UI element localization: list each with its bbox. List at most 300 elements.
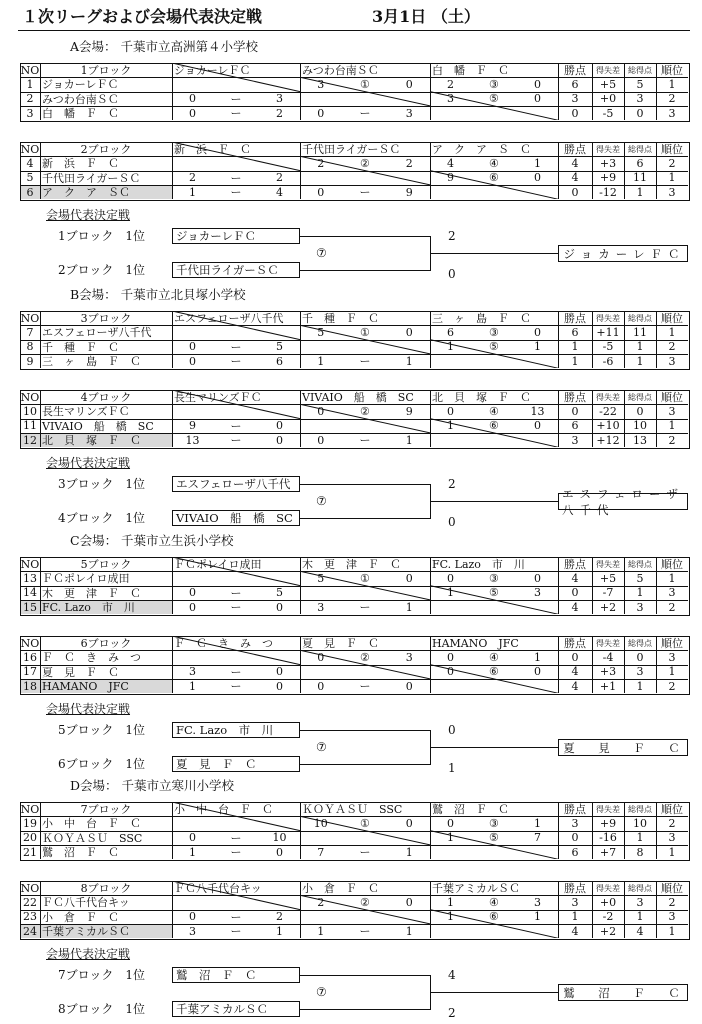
header-goal-diff: 得失差 — [596, 883, 620, 893]
team-goals-for: 11 — [633, 171, 647, 185]
score-home: 0 — [188, 354, 196, 368]
team-points: 3 — [571, 816, 579, 830]
match-mark: ー — [359, 186, 371, 200]
header-team-name: 鷲 沼 Ｆ Ｃ — [432, 803, 509, 817]
score-away: 0 — [534, 171, 542, 185]
match-mark: ー — [230, 586, 242, 600]
team-goal-diff: -4 — [602, 650, 614, 664]
score-home: 0 — [317, 185, 325, 199]
match-mark: ⑤ — [489, 92, 499, 106]
score-home: 2 — [446, 77, 454, 91]
team-points: 0 — [571, 106, 579, 120]
team-name: ジョカーレＦＣ — [42, 78, 119, 92]
final-match-number: ⑦ — [316, 740, 327, 754]
team-goal-diff: -6 — [602, 354, 614, 368]
team-goal-diff: +0 — [599, 895, 617, 909]
header-team-name: ジョカーレＦＣ — [174, 64, 251, 78]
match-mark: ー — [230, 355, 242, 369]
team-goal-diff: +9 — [599, 171, 617, 185]
team-name: 夏 見 Ｆ Ｃ — [42, 665, 119, 679]
team-goal-diff: +2 — [599, 924, 617, 938]
block-name: 7ブロック — [80, 803, 132, 817]
team-rank: 1 — [668, 325, 676, 339]
header-team-name: 三 ヶ 島 Ｆ Ｃ — [432, 312, 531, 326]
score-away: 0 — [276, 665, 284, 679]
score-home: 0 — [317, 404, 325, 418]
final-block2-label: 6ブロック 1位 — [58, 757, 146, 771]
header-no: NO — [20, 311, 40, 325]
team-rank: 3 — [668, 831, 676, 845]
team-points: 4 — [571, 665, 579, 679]
header-points: 勝点 — [564, 637, 586, 651]
team-goal-diff: +5 — [599, 571, 617, 585]
team-number: 1 — [26, 77, 34, 91]
score-home: 13 — [185, 433, 200, 447]
score-home: 0 — [446, 404, 454, 418]
score-away: 0 — [276, 845, 284, 859]
score-home: 3 — [188, 665, 196, 679]
team-name: 白 幡 Ｆ Ｃ — [42, 107, 119, 121]
team-points: 4 — [571, 571, 579, 585]
final-match-number: ⑦ — [316, 985, 327, 999]
team-goals-for: 3 — [636, 895, 644, 909]
bracket-line — [300, 484, 430, 485]
team-points: 0 — [571, 586, 579, 600]
score-home: 0 — [317, 106, 325, 120]
team-goal-diff: +7 — [599, 845, 617, 859]
header-rank: 順位 — [661, 64, 683, 78]
team-number: 16 — [23, 650, 37, 664]
header-rank: 順位 — [661, 803, 683, 817]
header-goals-for: 総得点 — [628, 392, 652, 402]
team-rank: 2 — [668, 679, 676, 693]
team-number: 14 — [23, 586, 37, 600]
final-team1-box: FC. Lazo 市 川 — [172, 722, 300, 738]
bracket-line — [300, 764, 430, 765]
match-mark: ー — [230, 831, 242, 845]
score-home: 1 — [446, 419, 454, 433]
team-number: 11 — [23, 419, 37, 433]
header-rank: 順位 — [661, 312, 683, 326]
match-mark: ② — [360, 156, 370, 170]
team-name: 新 浜 Ｆ Ｃ — [42, 157, 119, 171]
header-no: NO — [20, 557, 40, 571]
team-name: HAMANO JFC — [42, 680, 129, 694]
bracket-line — [430, 501, 558, 502]
team-number: 18 — [23, 679, 37, 693]
score-away: 3 — [276, 92, 284, 106]
team-goal-diff: -16 — [599, 831, 617, 845]
bracket-line — [300, 1009, 430, 1010]
team-number: 23 — [23, 910, 37, 924]
team-name: ＦＣ八千代台キッ — [42, 896, 130, 910]
team-goals-for: 5 — [636, 571, 644, 585]
score-away: 2 — [405, 156, 413, 170]
team-goal-diff: +3 — [599, 156, 617, 170]
header-team-name: 北 貝 塚 Ｆ Ｃ — [432, 391, 531, 405]
team-number: 5 — [26, 171, 34, 185]
score-home: 0 — [446, 665, 454, 679]
team-number: 24 — [23, 924, 37, 938]
team-number: 2 — [26, 92, 34, 106]
team-goal-diff: +3 — [599, 665, 617, 679]
team-rank: 2 — [668, 340, 676, 354]
team-goals-for: 1 — [636, 340, 644, 354]
match-mark: ④ — [489, 404, 499, 418]
score-away: 1 — [534, 340, 542, 354]
team-goals-for: 0 — [636, 106, 644, 120]
score-home: 1 — [446, 831, 454, 845]
team-name: 千 種 Ｆ Ｃ — [42, 340, 119, 354]
header-team-name: 夏 見 Ｆ Ｃ — [302, 637, 379, 651]
score-away: 10 — [272, 831, 287, 845]
score-home: 3 — [317, 600, 325, 614]
team-name: ＫＯＹＡＳＵ SSC — [42, 831, 143, 845]
block-name: 1ブロック — [80, 64, 132, 78]
match-mark: ー — [230, 925, 242, 939]
final-score1: 2 — [448, 477, 456, 491]
team-points: 6 — [571, 325, 579, 339]
team-goal-diff: +5 — [599, 77, 617, 91]
match-mark: ① — [360, 816, 370, 830]
team-points: 6 — [571, 845, 579, 859]
header-team-name: エスフェローザ八千代 — [174, 312, 284, 326]
score-away: 1 — [405, 433, 413, 447]
team-rank: 3 — [668, 650, 676, 664]
team-number: 20 — [23, 831, 37, 845]
team-number: 19 — [23, 816, 37, 830]
team-number: 15 — [23, 600, 37, 614]
team-points: 0 — [571, 185, 579, 199]
team-goals-for: 8 — [636, 845, 644, 859]
team-name: ＦＣポレイロ成田 — [42, 572, 130, 586]
header-no: NO — [20, 142, 40, 156]
team-goal-diff: +11 — [596, 325, 620, 339]
header-team-name: 新 浜 Ｆ Ｃ — [174, 143, 251, 157]
score-home: 0 — [188, 92, 196, 106]
score-home: 7 — [317, 845, 325, 859]
team-rank: 1 — [668, 571, 676, 585]
final-score2: 0 — [448, 515, 456, 529]
score-home: 5 — [317, 325, 325, 339]
header-team-name: みつわ台南ＳＣ — [302, 64, 379, 78]
block-name: 2ブロック — [80, 143, 132, 157]
team-points: 6 — [571, 77, 579, 91]
team-number: 7 — [26, 325, 34, 339]
match-mark: ー — [230, 186, 242, 200]
team-goals-for: 3 — [636, 92, 644, 106]
score-away: 0 — [276, 679, 284, 693]
header-no: NO — [20, 63, 40, 77]
final-block2-label: 4ブロック 1位 — [58, 511, 146, 525]
final-team2-box: 千葉アミカルＳＣ — [172, 1001, 300, 1017]
score-away: 1 — [405, 354, 413, 368]
team-rank: 1 — [668, 665, 676, 679]
header-team-name: 木 更 津 Ｆ Ｃ — [302, 558, 401, 572]
team-rank: 3 — [668, 185, 676, 199]
team-goals-for: 1 — [636, 910, 644, 924]
venue-title: B会場： 千葉市立北貝塚小学校 — [70, 287, 246, 302]
final-score1: 4 — [448, 968, 456, 982]
venue-title: A会場： 千葉市立高洲第４小学校 — [70, 39, 259, 54]
team-name: みつわ台南ＳＣ — [42, 92, 119, 106]
final-block1-label: 1ブロック 1位 — [58, 229, 146, 243]
team-number: 9 — [26, 354, 34, 368]
match-mark: ③ — [489, 571, 499, 585]
team-points: 0 — [571, 650, 579, 664]
team-name: ア ク ア ＳＣ — [42, 186, 130, 200]
header-no: NO — [20, 802, 40, 816]
header-goal-diff: 得失差 — [596, 65, 620, 75]
team-points: 3 — [571, 433, 579, 447]
match-mark: ⑤ — [489, 586, 499, 600]
team-points: 4 — [571, 171, 579, 185]
block-name: 6ブロック — [80, 637, 132, 651]
final-block2-label: 2ブロック 1位 — [58, 263, 146, 277]
match-mark: ⑥ — [489, 665, 499, 679]
match-mark: ー — [230, 434, 242, 448]
team-goal-diff: +9 — [599, 816, 617, 830]
final-winner-box: エスフェローザ八千代 — [558, 493, 688, 510]
match-mark: ⑥ — [489, 171, 499, 185]
team-goal-diff: +0 — [599, 92, 617, 106]
team-rank: 2 — [668, 895, 676, 909]
team-number: 17 — [23, 665, 37, 679]
score-away: 2 — [276, 171, 284, 185]
header-points: 勝点 — [564, 143, 586, 157]
match-mark: ー — [230, 910, 242, 924]
final-block1-label: 3ブロック 1位 — [58, 477, 146, 491]
match-mark: ④ — [489, 156, 499, 170]
final-winner-box: 鷲 沼 Ｆ Ｃ — [558, 984, 688, 1001]
score-away: 7 — [534, 831, 542, 845]
score-home: 2 — [317, 156, 325, 170]
header-team-name: ア ク ア Ｓ Ｃ — [432, 143, 531, 157]
team-rank: 1 — [668, 77, 676, 91]
team-goal-diff: -5 — [602, 340, 614, 354]
block-name: 5ブロック — [80, 558, 132, 572]
header-team-name: 千 種 Ｆ Ｃ — [302, 312, 379, 326]
team-number: 3 — [26, 106, 34, 120]
team-goal-diff: -22 — [599, 404, 617, 418]
header-team-name: 長生マリンズＦＣ — [174, 391, 262, 405]
score-away: 13 — [530, 404, 545, 418]
match-mark: ③ — [489, 816, 499, 830]
final-label: 会場代表決定戦 — [46, 456, 131, 470]
score-away: 1 — [534, 650, 542, 664]
score-away: 9 — [405, 185, 413, 199]
team-goals-for: 13 — [633, 433, 647, 447]
team-goals-for: 1 — [636, 354, 644, 368]
score-home: 2 — [317, 895, 325, 909]
score-home: 1 — [446, 895, 454, 909]
match-mark: ② — [360, 895, 370, 909]
score-away: 0 — [276, 600, 284, 614]
final-label: 会場代表決定戦 — [46, 702, 131, 716]
score-home: 9 — [188, 419, 196, 433]
score-home: 0 — [188, 910, 196, 924]
team-goals-for: 0 — [636, 404, 644, 418]
match-mark: ー — [230, 340, 242, 354]
score-away: 5 — [276, 340, 284, 354]
match-mark: ー — [359, 355, 371, 369]
team-rank: 2 — [668, 92, 676, 106]
header-team-name: ＦＣポレイロ成田 — [174, 558, 262, 572]
match-mark: ー — [359, 846, 371, 860]
score-away: 2 — [276, 910, 284, 924]
score-away: 6 — [276, 354, 284, 368]
score-away: 1 — [534, 910, 542, 924]
venue-title: D会場： 千葉市立寒川小学校 — [70, 778, 234, 793]
final-team2-box: VIVAIO 船 橋 SC — [172, 510, 300, 526]
match-mark: ④ — [489, 895, 499, 909]
score-home: 3 — [188, 924, 196, 938]
score-home: 9 — [446, 171, 454, 185]
team-goals-for: 5 — [636, 77, 644, 91]
header-team-name: 千代田ライガーＳＣ — [302, 143, 401, 157]
final-score2: 2 — [448, 1006, 456, 1020]
score-away: 0 — [276, 433, 284, 447]
header-goals-for: 総得点 — [628, 638, 652, 648]
header-team-name: ＦＣ八千代台キッ — [174, 882, 262, 896]
team-number: 8 — [26, 340, 34, 354]
score-home: 1 — [446, 340, 454, 354]
score-home: 5 — [317, 571, 325, 585]
match-mark: ③ — [489, 325, 499, 339]
match-mark: ⑤ — [489, 340, 499, 354]
match-mark: ① — [360, 571, 370, 585]
bracket-line — [430, 747, 558, 748]
header-goal-diff: 得失差 — [596, 392, 620, 402]
match-mark: ④ — [489, 650, 499, 664]
header-divider — [18, 30, 690, 31]
team-goal-diff: +2 — [599, 600, 617, 614]
team-name: 木 更 津 Ｆ Ｃ — [42, 586, 141, 600]
score-home: 1 — [188, 679, 196, 693]
final-score2: 0 — [448, 267, 456, 281]
team-points: 6 — [571, 419, 579, 433]
match-mark: ー — [230, 680, 242, 694]
score-home: 1 — [188, 185, 196, 199]
team-rank: 1 — [668, 419, 676, 433]
header-goals-for: 総得点 — [628, 804, 652, 814]
team-number: 13 — [23, 571, 37, 585]
header-no: NO — [20, 636, 40, 650]
header-goals-for: 総得点 — [628, 313, 652, 323]
bracket-line — [300, 975, 430, 976]
score-home: 1 — [446, 586, 454, 600]
venue-title: C会場： 千葉市立生浜小学校 — [70, 533, 234, 548]
team-goal-diff: +10 — [596, 419, 620, 433]
team-points: 4 — [571, 156, 579, 170]
team-name: 千代田ライガーＳＣ — [42, 171, 141, 185]
final-score1: 0 — [448, 723, 456, 737]
team-goals-for: 10 — [633, 816, 647, 830]
final-team2-box: 千代田ライガーＳＣ — [172, 262, 300, 278]
header-points: 勝点 — [564, 391, 586, 405]
score-away: 0 — [534, 325, 542, 339]
final-winner-box: ジョカーレＦＣ — [558, 245, 688, 262]
score-home: 0 — [446, 650, 454, 664]
header-no: NO — [20, 390, 40, 404]
team-name: 長生マリンズＦＣ — [42, 405, 130, 419]
header-team-name: VIVAIO 船 橋 SC — [302, 391, 414, 405]
score-home: 0 — [188, 831, 196, 845]
match-mark: ー — [359, 601, 371, 615]
match-mark: ① — [360, 325, 370, 339]
score-home: 6 — [446, 325, 454, 339]
block-name: 3ブロック — [80, 312, 132, 326]
team-goals-for: 1 — [636, 586, 644, 600]
score-home: 0 — [317, 433, 325, 447]
header-goals-for: 総得点 — [628, 883, 652, 893]
header-goal-diff: 得失差 — [596, 638, 620, 648]
team-points: 3 — [571, 92, 579, 106]
score-away: 0 — [534, 419, 542, 433]
team-points: 1 — [571, 340, 579, 354]
team-goals-for: 6 — [636, 156, 644, 170]
bracket-line — [300, 730, 430, 731]
team-rank: 3 — [668, 586, 676, 600]
team-number: 12 — [23, 433, 37, 447]
final-match-number: ⑦ — [316, 494, 327, 508]
bracket-line — [300, 270, 430, 271]
team-rank: 2 — [668, 433, 676, 447]
team-goals-for: 3 — [636, 665, 644, 679]
team-goals-for: 0 — [636, 650, 644, 664]
match-mark: ⑥ — [489, 910, 499, 924]
score-home: 0 — [446, 816, 454, 830]
team-goals-for: 4 — [636, 924, 644, 938]
team-name: VIVAIO 船 橋 SC — [42, 419, 154, 433]
score-home: 1 — [188, 845, 196, 859]
header-no: NO — [20, 881, 40, 895]
match-mark: ー — [359, 107, 371, 121]
header-goals-for: 総得点 — [628, 144, 652, 154]
team-rank: 2 — [668, 600, 676, 614]
match-mark: ⑥ — [489, 419, 499, 433]
score-home: 10 — [313, 816, 328, 830]
header-points: 勝点 — [564, 312, 586, 326]
score-away: 0 — [405, 325, 413, 339]
team-name: Ｆ Ｃ き み つ — [42, 651, 141, 665]
score-away: 3 — [405, 650, 413, 664]
score-home: 4 — [446, 156, 454, 170]
team-number: 22 — [23, 895, 37, 909]
score-home: 3 — [317, 77, 325, 91]
score-home: 0 — [188, 586, 196, 600]
score-away: 1 — [534, 156, 542, 170]
team-rank: 2 — [668, 816, 676, 830]
team-rank: 3 — [668, 910, 676, 924]
score-away: 0 — [405, 679, 413, 693]
match-mark: ー — [230, 419, 242, 433]
score-home: 0 — [188, 340, 196, 354]
score-away: 1 — [534, 816, 542, 830]
team-rank: 1 — [668, 924, 676, 938]
score-home: 2 — [188, 171, 196, 185]
team-goal-diff: -7 — [602, 586, 614, 600]
header-rank: 順位 — [661, 637, 683, 651]
final-team1-box: ジョカーレＦＣ — [172, 228, 300, 244]
header-rank: 順位 — [661, 882, 683, 896]
score-home: 1 — [317, 354, 325, 368]
score-away: 0 — [534, 92, 542, 106]
match-mark: ー — [230, 846, 242, 860]
team-name: 千葉アミカルＳＣ — [42, 925, 130, 939]
match-mark: ー — [230, 107, 242, 121]
score-home: 0 — [188, 106, 196, 120]
